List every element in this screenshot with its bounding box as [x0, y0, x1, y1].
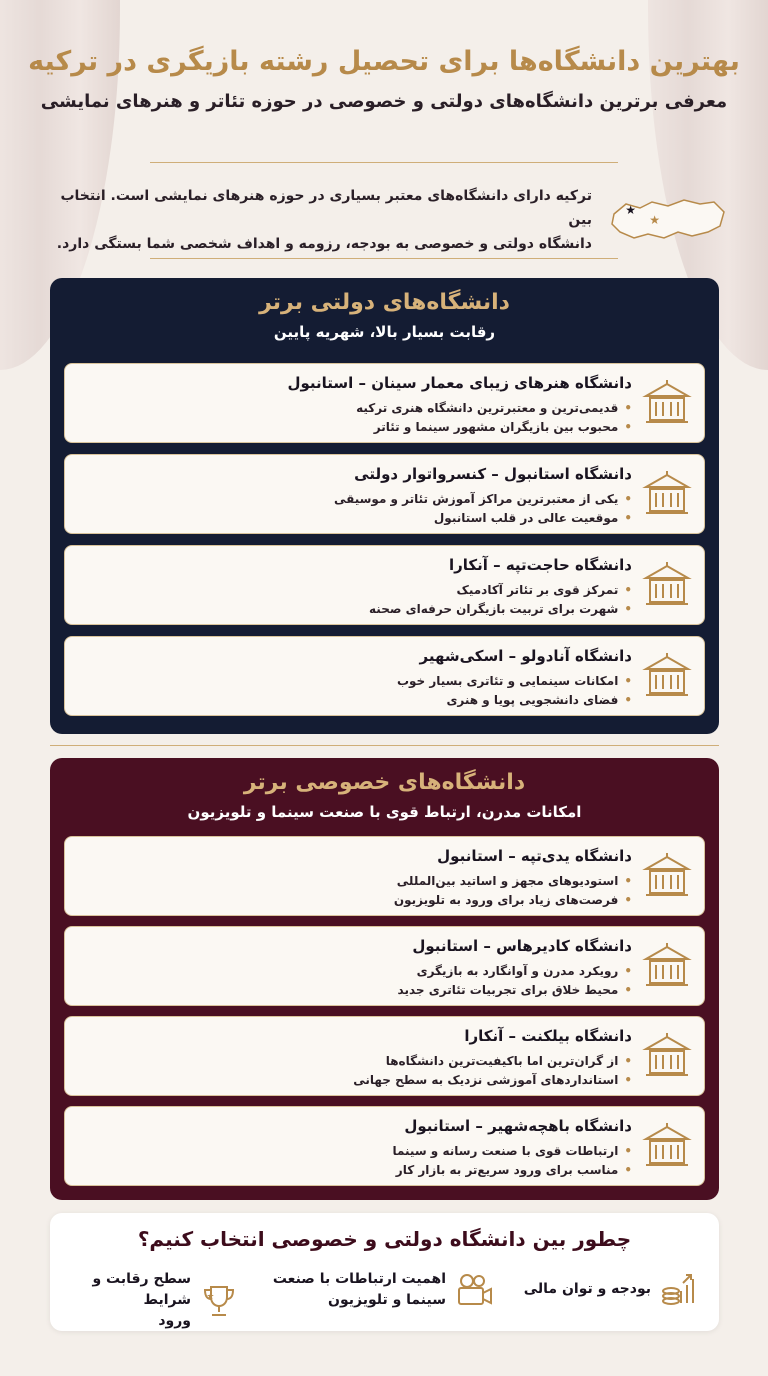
university-building-icon	[642, 653, 692, 699]
factor-label-line-1: اهمیت ارتباطات با صنعت	[272, 1271, 446, 1287]
svg-text:★: ★	[625, 203, 636, 217]
factor-label-line-2: ورود	[158, 1313, 191, 1329]
university-building-icon	[642, 1123, 692, 1169]
section-divider	[50, 745, 719, 746]
university-card[interactable]	[64, 545, 705, 625]
feature-item: • امکانات سینمایی و تئاتری بسیار خوب	[397, 672, 632, 691]
university-name: دانشگاه هنرهای زیبای معمار سینان – استانبول	[287, 374, 632, 392]
feature-item: • فضای دانشجویی پویا و هنری	[397, 691, 632, 710]
factor-label-line-2: سینما و تلویزیون	[328, 1292, 446, 1308]
university-card[interactable]	[64, 1016, 705, 1096]
feature-item: • موقعیت عالی در قلب استانبول	[334, 509, 632, 528]
intro-line-2: دانشگاه دولتی و خصوصی به بودجه، رزومه و اهداف شخصی شما بستگی دارد.	[56, 236, 592, 252]
university-card[interactable]	[64, 926, 705, 1006]
feature-item: • تمرکز قوی بر تئاتر آکادمیک	[369, 581, 632, 600]
feature-item: • شهرت برای تربیت بازیگران حرفه‌ای صحنه	[369, 600, 632, 619]
university-card[interactable]	[64, 363, 705, 443]
university-card[interactable]	[64, 1106, 705, 1186]
university-name: دانشگاه باهچه‌شهیر – استانبول	[404, 1117, 632, 1135]
feature-item: • استودیوهای مجهز و اساتید بین‌المللی	[394, 872, 632, 891]
intro-divider	[150, 258, 618, 259]
feature-item: • محبوب بین بازیگران مشهور سینما و تئاتر	[356, 418, 632, 437]
feature-list	[369, 581, 632, 619]
state-universities-panel	[50, 278, 719, 734]
university-building-icon	[642, 562, 692, 608]
university-building-icon	[642, 943, 692, 989]
feature-item: • مناسب برای ورود سریع‌تر به بازار کار	[392, 1161, 632, 1180]
university-card[interactable]	[64, 836, 705, 916]
choose-title: چطور بین دانشگاه دولتی و خصوصی انتخاب کنیم؟	[137, 1227, 632, 1251]
feature-list	[334, 490, 632, 528]
feature-item: • قدیمی‌ترین و معتبرترین دانشگاه هنری ترکیه	[356, 399, 632, 418]
state-panel-subtitle: رقابت بسیار بالا، شهریه پایین	[273, 323, 496, 341]
intro	[40, 184, 728, 256]
feature-item: • ارتباطات قوی با صنعت رسانه و سینما	[392, 1142, 632, 1161]
factor-label-line-1: سطح رقابت و شرایط	[92, 1271, 191, 1308]
factor-industry-connections	[273, 1269, 494, 1311]
university-building-icon	[642, 380, 692, 426]
feature-list	[397, 672, 632, 710]
how-to-choose-box	[50, 1213, 719, 1331]
page-subtitle: معرفی برترین دانشگاه‌های دولتی و خصوصی در حوزه تئاتر و هنرهای نمایشی	[40, 91, 728, 112]
university-name: دانشگاه حاجت‌تپه – آنکارا	[448, 556, 632, 574]
private-panel-subtitle: امکانات مدرن، ارتباط قوی با صنعت سینما و تلویزیون	[187, 803, 582, 821]
university-name: دانشگاه آنادولو – اسکی‌شهیر	[419, 647, 632, 665]
private-panel-title: دانشگاه‌های خصوصی برتر	[243, 770, 526, 795]
university-name: دانشگاه استانبول – کنسرواتوار دولتی	[354, 465, 632, 483]
feature-item: • استانداردهای آموزشی نزدیک به سطح جهانی	[353, 1071, 632, 1090]
feature-item: • رویکرد مدرن و آوانگارد به بازیگری	[398, 962, 632, 981]
university-card[interactable]	[64, 454, 705, 534]
private-universities-panel	[50, 758, 719, 1200]
header	[0, 46, 768, 112]
feature-item: • فرصت‌های زیاد برای ورود به تلویزیون	[394, 891, 632, 910]
film-camera-icon	[454, 1270, 494, 1310]
university-name: دانشگاه کادیرهاس – استانبول	[412, 937, 632, 955]
factor-competition-level	[50, 1269, 239, 1332]
page-title: بهترین دانشگاه‌ها برای تحصیل رشته بازیگری در ترکیه	[28, 46, 740, 77]
factor-label	[50, 1269, 191, 1332]
feature-list	[394, 872, 632, 910]
header-divider	[150, 162, 618, 163]
feature-item: • محیط خلاق برای تجربیات تئاتری جدید	[398, 981, 632, 1000]
factor-budget	[524, 1269, 699, 1309]
university-name: دانشگاه بیلکنت – آنکارا	[464, 1027, 632, 1045]
coins-growth-icon	[659, 1269, 699, 1309]
university-building-icon	[642, 471, 692, 517]
state-panel-title: دانشگاه‌های دولتی برتر	[259, 290, 510, 315]
feature-list	[353, 1052, 632, 1090]
factor-label: بودجه و توان مالی	[523, 1280, 651, 1297]
university-building-icon	[642, 853, 692, 899]
feature-item: • از گران‌ترین اما باکیفیت‌ترین دانشگاه‌ها	[353, 1052, 632, 1071]
feature-item: • یکی از معتبرترین مراکز آموزش تئاتر و موسیقی	[334, 490, 632, 509]
svg-text:★: ★	[206, 1291, 215, 1302]
feature-list	[392, 1142, 632, 1180]
feature-list	[398, 962, 632, 1000]
intro-line-1: ترکیه دارای دانشگاه‌های معتبر بسیاری در حوزه هنرهای نمایشی است. انتخاب بین	[60, 188, 592, 228]
intro-text	[40, 184, 592, 256]
feature-list	[356, 399, 632, 437]
university-card[interactable]	[64, 636, 705, 716]
trophy-icon	[199, 1281, 239, 1321]
factor-label	[273, 1269, 446, 1311]
svg-text:★: ★	[649, 213, 660, 227]
turkey-map-icon	[608, 192, 728, 248]
university-name: دانشگاه یدی‌تپه – استانبول	[437, 847, 632, 865]
university-building-icon	[642, 1033, 692, 1079]
